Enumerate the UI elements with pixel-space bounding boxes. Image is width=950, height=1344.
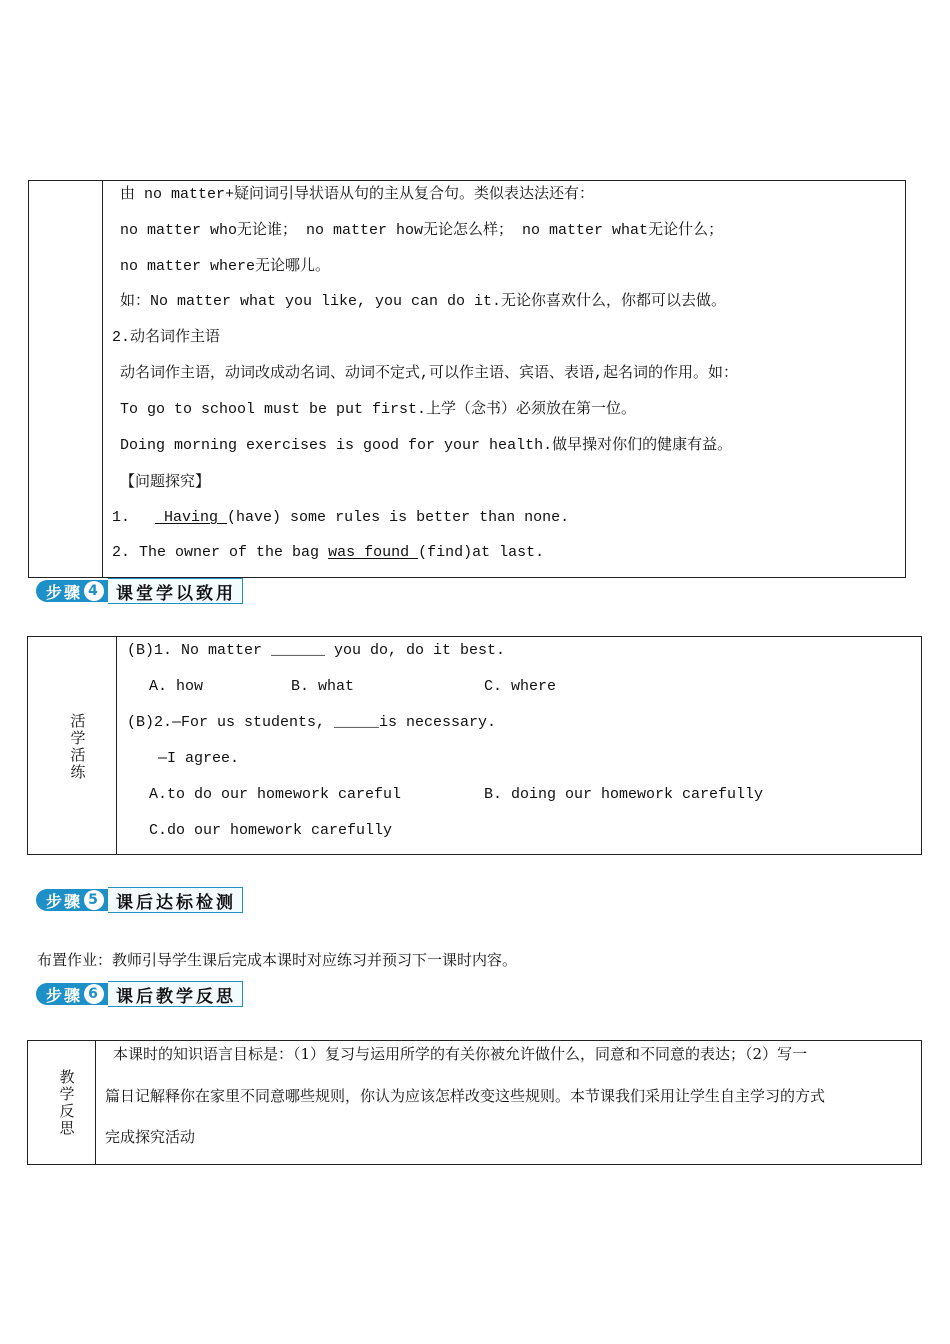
grammar-line-8: Doing morning exercises is good for your health.做早操对你们的健康有益。 [120,437,733,454]
homework-text: 布置作业：教师引导学生课后完成本课时对应练习并预习下一课时内容。 [37,951,518,969]
practice-question-2: (B)2.—For us students, _____is necessary. [127,714,497,731]
reflection-box [27,1040,922,1165]
grammar-line-5: 2.动名词作主语 [112,329,221,346]
step-5-header [36,887,243,913]
reflection-line-2: 篇日记解释你在家里不同意哪些规则，你认为应该怎样改变这些规则。本节课我们采用让学生自主学习的方式 [105,1087,826,1105]
practice-side-label: 活 学 活 练 [70,712,86,781]
step-6-tag: 步骤 [46,985,83,1005]
practice-q1-option-c: C. where [484,678,557,695]
step-5-number: 5 [84,890,104,910]
practice-q2-option-c: C.do our homework carefully [149,822,393,839]
grammar-line-6: 动名词作主语，动词改成动名词、动词不定式,可以作主语、宾语、表语,起名词的作用。如： [120,365,739,382]
practice-q2-option-b: B. doing our homework carefully [484,786,764,803]
exercise-1-number: 1. [112,509,131,526]
grammar-line-4: 如：No matter what you like, you can do it.无论你喜欢什么，你都可以去做。 [120,293,727,310]
step-5-tag: 步骤 [46,891,83,911]
practice-q1-option-b: B. what [291,678,355,695]
step-6-number: 6 [84,984,104,1004]
practice-q2-option-a: A.to do our homework careful [149,786,402,803]
exercise-1-answer: Having [155,509,228,526]
reflection-line-3: 完成探究活动 [105,1128,196,1146]
step-6-title: 课后教学反思 [108,981,243,1007]
exercise-2 [112,543,544,563]
grammar-line-7: To go to school must be put first.上学（念书）必须放在第一位。 [120,401,637,418]
step-4-tag: 步骤 [46,582,83,602]
step-4-number: 4 [84,581,104,601]
exercise-2-number: 2. [112,544,131,561]
practice-question-1: (B)1. No matter ______ you do, do it best. [127,642,506,659]
practice-box [27,636,922,855]
step-4-header [36,578,243,604]
exercise-2-answer: was found [328,544,419,561]
exercise-1 [112,508,569,528]
exercise-2-rest: (find)at last. [418,544,545,561]
grammar-line-2: no matter who无论谁； no matter how无论怎么样； no matter what无论什么； [120,222,724,239]
step-6-header [36,981,243,1007]
practice-q1-option-a: A. how [149,678,204,695]
step-4-title: 课堂学以致用 [108,578,243,604]
reflection-line-1: 本课时的知识语言目标是：（1）复习与运用所学的有关你被允许做什么，同意和不同意的表达；（2）写一 [113,1045,808,1063]
practice-q2-reply: —I agree. [158,750,240,767]
exercise-2-before: The owner of the bag [139,544,329,561]
step-5-title: 课后达标检测 [108,887,243,913]
grammar-line-1: 由 no matter+疑问词引导状语从句的主从复合句。类似表达法还有： [120,186,595,203]
inquiry-heading: 【问题探究】 [120,472,211,490]
grammar-line-3: no matter where无论哪儿。 [120,258,331,275]
grammar-box [28,180,906,578]
reflection-side-label: 教 学 反 思 [59,1068,75,1137]
exercise-1-rest: (have) some rules is better than none. [227,509,570,526]
